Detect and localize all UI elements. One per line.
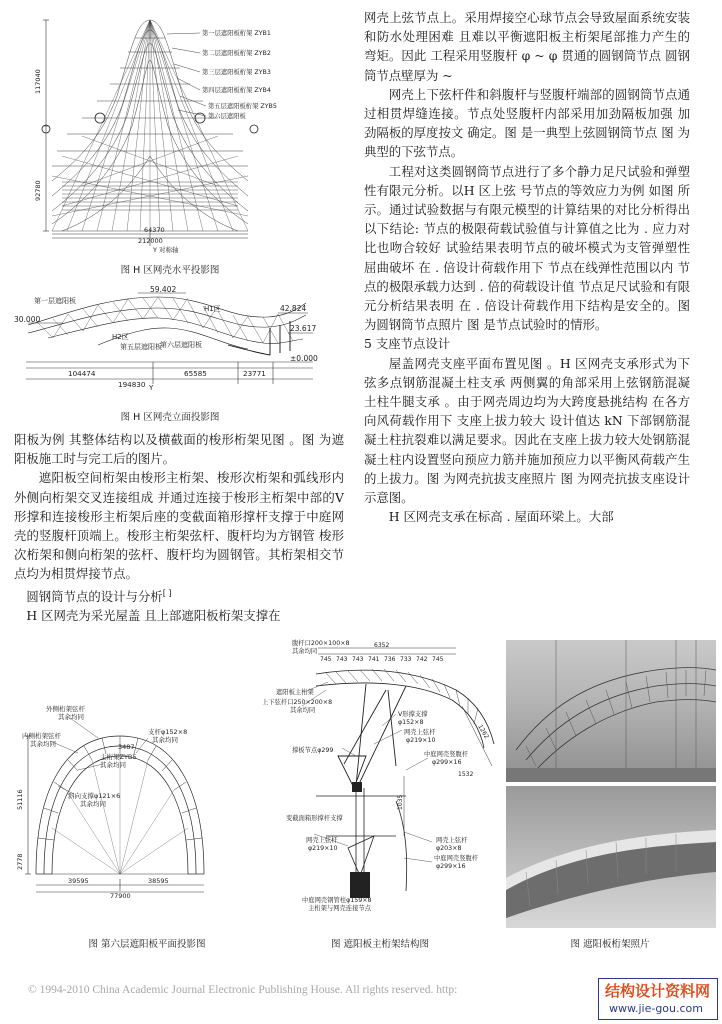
fig-arch-plan xyxy=(8,698,208,930)
fig-elev-height-2: 42.824 xyxy=(280,304,307,313)
fig-truss-dim-6: 736 xyxy=(384,656,396,663)
photo-caption: 图 遮阳板桁架照片 xyxy=(570,939,650,950)
watermark-logo-url: www.jie-gou.com xyxy=(609,1002,703,1015)
fig-top-label-2: 第二层遮阳板桁架 ZYB2 xyxy=(202,50,271,57)
fig-elev-label-3: H2区 xyxy=(112,333,129,341)
right-p4: 屋盖网壳支座平面布置见图 。H 区网壳支承形式为下弦多点钢筋混凝土柱支承 两侧翼的角部采用上弦钢筋混凝土柱牛腿支承 。由于网壳周边均为大跨度悬挑结构 在各方向风荷载作用下 支座上拔力较大 设计值达 kN 下部钢筋混凝土柱抗裂难以满足要求。因此在支座上拔力较大处钢筋混凝土柱内设置竖向预应力筋并施加预应力以平衡风荷载产生的上拔力。图 为网壳抗拔支座照片 图 为网壳抗拔支座设计示意图。 xyxy=(364,355,690,506)
right-p2: 网壳上下弦杆件和斜腹杆与竖腹杆端部的圆钢筒节点通过相贯焊缝连接。节点处竖腹杆内部采用加劲隔板加强 加劲隔板的厚度按文 确定。图 是一典型上弦圆钢筒节点 图 为典型的下弦节点。 xyxy=(364,86,690,160)
fig-truss-dims xyxy=(318,648,492,836)
fig-top-label-1: 第一层遮阳板桁架 ZYB1 xyxy=(202,30,271,37)
fig-leaders xyxy=(167,33,206,116)
fig-top-dim-1: 117040 xyxy=(34,69,42,94)
fig-elev-dim-3: 23771 xyxy=(243,369,266,378)
fig-elev-dim-2: 65585 xyxy=(184,369,207,378)
photo-construction-drawing xyxy=(506,640,716,782)
fig-truss-caption: 图 遮阳板主桁架结构图 xyxy=(330,939,430,950)
left-p3-ref: [ ] xyxy=(162,588,172,598)
fig-truss-label-3: 遮阳板主桁架 xyxy=(276,689,314,696)
fig-arch-label-5: 主桁架ZYB5 xyxy=(100,753,137,761)
fig-truss-dim-2: 745 xyxy=(320,656,332,663)
fig-truss-label-15: φ203×8 xyxy=(436,845,462,852)
fig-arch-label-7: 支杆φ152×8 xyxy=(148,728,188,736)
right-p3: 工程对这类圆钢筒节点进行了多个静力足尺试验和弹塑性有限元分析。以H 区上弦 号节点的等效应力为例 如图 所示。通过试验数据与有限元模型的计算结果的对比分析得出以下结论: 节点的极限荷载试验值与计算值之比为 . 应力对比也吻合较好 试验结果表明节点的破坏模式为支管弹塑性屈曲破坏 在 . 倍设计荷载作用下 节点在线弹性范围以内 节点的极限承载力达到 . 倍的荷载设计值 节点足尺试验和有限元分析结果表明 在 . 倍设计荷载作用下结构是安全的。图 为圆钢筒节点照片 图 是节点试验时的情形。 xyxy=(364,163,690,333)
fig-arch-dim-6: 3487 xyxy=(118,743,135,751)
fig-arch-dim-1: 51116 xyxy=(16,789,24,810)
fig-truss-leaders xyxy=(302,682,432,862)
fig-truss-label-9: φ219×10 xyxy=(406,737,436,744)
fig-arch-label-8: 其余均同 xyxy=(152,736,178,744)
watermark-logo xyxy=(598,978,718,1020)
fig-truss-label-13: 变截面箱形撑杆支撑 xyxy=(286,815,343,822)
fig-truss-label-10: 撑板节点φ299 xyxy=(292,747,334,754)
fig-truss-label-12: φ299×16 xyxy=(432,759,462,766)
fig-truss-label-5: 其余均同 xyxy=(290,707,316,714)
fig-truss-vbrace xyxy=(338,684,406,788)
fig-truss-label-11: 中庭网壳竖腹杆 xyxy=(424,751,469,758)
fig-elev-caption: 图 H 区网壳立面投影图 xyxy=(120,412,220,423)
fig-elev-label-1: 第一层遮阳板 xyxy=(34,297,76,305)
fig-top-label-3: 第三层遮阳板桁架 ZYB3 xyxy=(202,69,271,76)
fig-truss-dim-3: 743 xyxy=(336,656,348,663)
right-p1: 网壳上弦节点上。采用焊接空心球节点会导致屋面系统安装和防水处理困难 且难以平衡遮阳板主桁架尾部推力产生的弯矩。因此 工程采用竖腹杆 φ ~ φ 贯通的圆钢筒节点 圆钢筒节点壁厚为 ~ xyxy=(364,10,690,83)
fig-elev-label-5: 第六层遮阳板 xyxy=(160,341,202,349)
fig-truss xyxy=(256,636,500,932)
fig-arch-label-1: 外侧桁架弦杆 xyxy=(46,705,85,713)
fig-truss-label-2: 其余均同 xyxy=(292,648,318,655)
fig-truss-dim-5: 741 xyxy=(368,656,380,663)
photo-completed xyxy=(506,786,716,928)
fig-horizontal-projection xyxy=(22,6,314,254)
fig-truss-dim-9: 745 xyxy=(432,656,444,663)
fig-top-dim-3: 64370 xyxy=(144,226,165,234)
fig-truss-label-18: 网壳上弦杆 xyxy=(306,837,338,844)
fig-arch-label-2: 其余均同 xyxy=(58,713,84,721)
fig-arch-label-10: 其余均同 xyxy=(80,800,106,808)
left-column xyxy=(14,430,344,625)
fig-elev-height-3: 30.000 xyxy=(14,315,41,324)
fig-elev-label-6: Y xyxy=(149,384,154,392)
fig-truss-dim-12: 1532 xyxy=(458,771,474,778)
fig-truss-dim-1: 6352 xyxy=(374,642,390,649)
fig-top-dim-4: 212000 xyxy=(138,237,163,245)
fig-truss-label-17: φ299×16 xyxy=(436,863,466,870)
left-p4: H 区网壳为采光屋盖 且上部遮阳板桁架支撑在 xyxy=(26,607,281,623)
fig-elev-dim-1: 104474 xyxy=(68,369,96,378)
fig-truss-label-1: 腹杆口200×100×8 xyxy=(292,640,350,647)
fig-elev-height-1: 59.402 xyxy=(150,285,177,294)
fig-top-label-5: 第五层遮阳板桁架 ZYB5 xyxy=(208,103,277,110)
fig-truss-label-6: V形撑支撑 xyxy=(398,711,428,718)
fig-truss-label-20: 中庭网壳钢管柱φ159×8 xyxy=(302,897,372,904)
fig-truss-label-4: 上下弦杆口250×200×8 xyxy=(262,699,333,706)
watermark-logo-title: 结构设计资料网 xyxy=(605,982,711,1000)
fig-arch-caption: 图 第六层遮阳板平面投影图 xyxy=(88,939,206,950)
fig-top-label-4: 第四层遮阳板桁架 ZYB4 xyxy=(202,87,271,94)
fig-truss-label-8: 网壳上弦杆 xyxy=(404,729,436,736)
left-p3-text: 圆钢筒节点的设计与分析 xyxy=(26,588,163,604)
left-p3 xyxy=(14,584,344,606)
fig-truss-dim-4: 743 xyxy=(352,656,364,663)
fig-elevation xyxy=(8,283,326,393)
photo-completed-drawing xyxy=(506,786,716,928)
right-p5: H 区网壳支承在标高 . 屋面环梁上。大部 xyxy=(388,509,614,525)
fig-arch-dim-5: 2778 xyxy=(16,853,24,870)
fig-truss-label-21: 主桁架与网壳连接节点 xyxy=(308,905,371,912)
fig-arch-label-6: 其余均同 xyxy=(100,761,126,769)
fig-elev-dim-4: 194830 xyxy=(118,380,146,389)
fig-truss-label-19: φ219×10 xyxy=(308,845,338,852)
fig-top-caption: 图 H 区网壳水平投影图 xyxy=(120,265,220,276)
fig-elev-label-4: 第五层遮阳板 xyxy=(120,343,162,351)
copyright-footer: © 1994-2010 China Academic Journal Electronic Publishing House. All rights reserved. http: xyxy=(28,984,458,996)
fig-truss-dim-11: 1035 xyxy=(397,794,404,810)
fig-elev-label-2: H1区 xyxy=(204,305,221,313)
photo-construction xyxy=(506,640,716,782)
left-p1: 阳板为例 其整体结构以及横截面的梭形桁架见图 。图 为遮阳板施工时与完工后的图片。 xyxy=(14,432,344,467)
fig-truss-label-7: φ152×8 xyxy=(398,719,424,726)
fig-truss-label-14: 网壳上弦杆 xyxy=(436,837,468,844)
fig-elev-height-4: 23.617 xyxy=(290,324,317,333)
right-column xyxy=(364,8,690,526)
fig-truss-dark xyxy=(350,782,370,898)
fig-truss-dim-7: 733 xyxy=(400,656,412,663)
fig-arch-dim-2: 39595 xyxy=(68,877,89,885)
fig-truss-dim-10: 1262 xyxy=(476,723,490,741)
fig-elev-dark xyxy=(228,321,290,355)
fig-elev-height-5: ±0.000 xyxy=(290,354,318,363)
fig-arch-dim-3: 38595 xyxy=(148,877,169,885)
fig-arch-braces xyxy=(52,756,188,874)
fig-arch-dim-4: 77900 xyxy=(110,892,131,900)
fig-truss-label-16: 中庭网壳竖腹杆 xyxy=(434,855,479,862)
fig-arch-label-4: 其余均同 xyxy=(30,740,56,748)
fig-truss-chords xyxy=(316,670,494,748)
right-heading-5: 5 支座节点设计 xyxy=(364,336,451,352)
fig-top-dim-2: 92780 xyxy=(34,180,42,201)
fig-truss-dim-8: 742 xyxy=(416,656,428,663)
fig-top-axis: Y 对称轴 xyxy=(153,246,179,254)
left-p2: 遮阳板空间桁架由梭形主桁架、梭形次桁架和弧线形内外侧向桁架交叉连接组成 并通过连接于梭形主桁架中部的V 形撑和连接梭形主桁架后座的变截面箱形撑杆支撑于中庭网壳的竖腹杆顶端上。梭形主桁架弦杆、腹杆均为方钢管 梭形次桁架和侧向桁架的弦杆、腹杆均为圆钢管。其桁架相交节点均为相贯焊接节点。 xyxy=(14,470,344,582)
fig-arch-label-9: 斜向支撑φ121×6 xyxy=(68,792,121,800)
fig-top-label-6: 第六层遮阳板 xyxy=(208,113,246,120)
fig-arch-label-3: 内侧桁架弦杆 xyxy=(22,732,61,740)
